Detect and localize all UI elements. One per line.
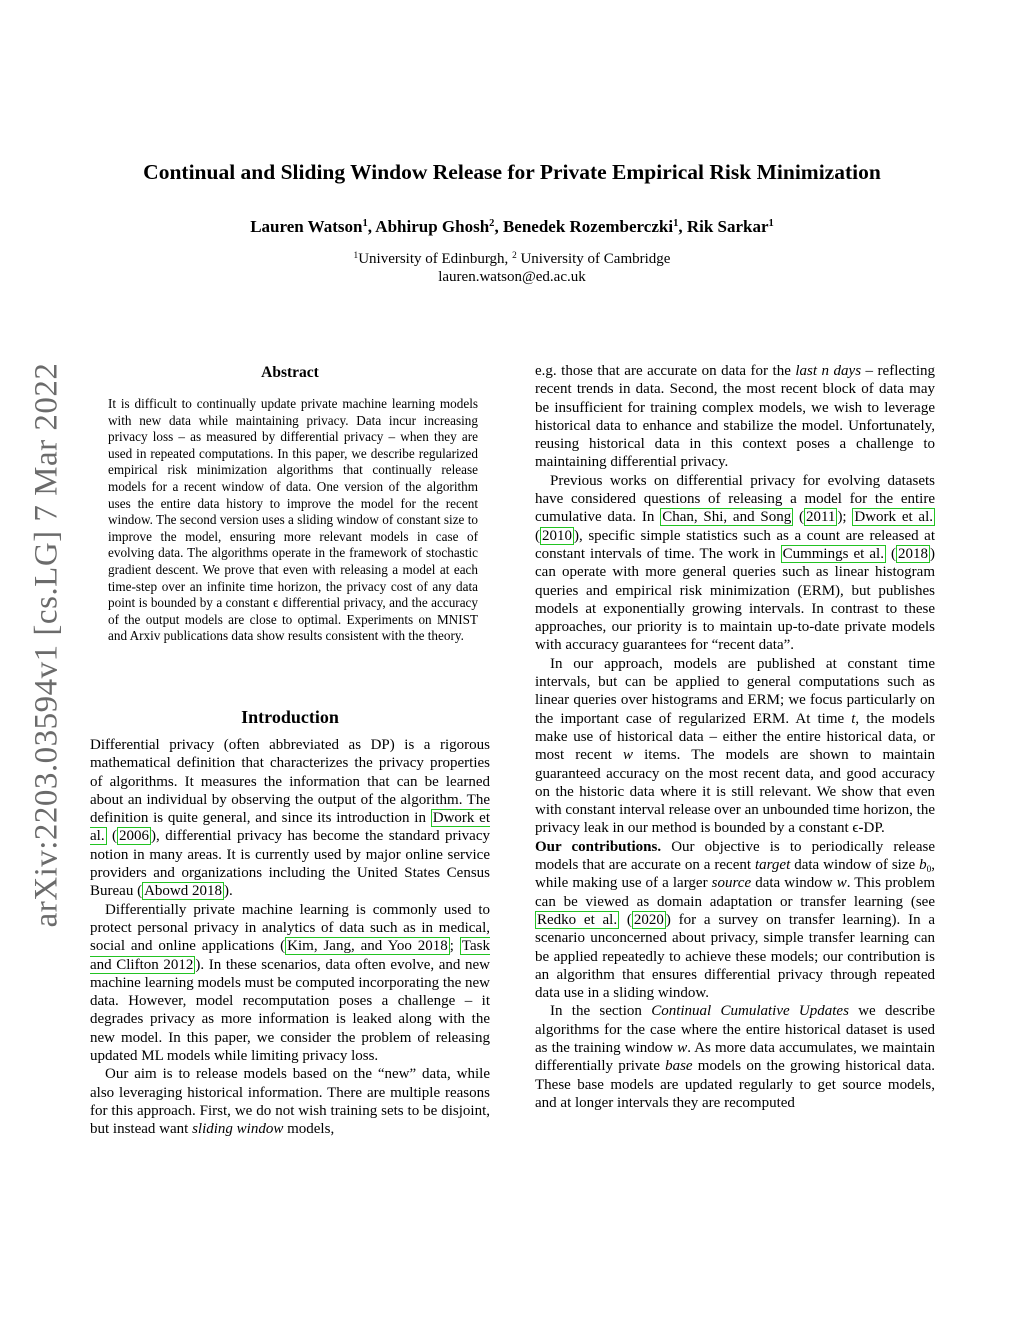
citation-link[interactable]: Dwork et al. [854,509,934,526]
intro-paragraph-2: Differentially private machine learning is commonly used to protect personal privacy in analytics of data such as in medical, social and online applications ( Kim, Jang, and Yoo 2018 ; Task and Clifton 2012 ). In these scenarios, data often evolve, and new machine learning models must be computed incorporating the new data. However, model recomputation poses a challenge – it degrades privacy as more information is leaked along with the new model. In this paper, we consider the problem of releasing updated ML models while limiting privacy loss. [90,901,490,1065]
author-name: Benedek Rozemberczki [502,217,674,236]
paper-title: Continual and Sliding Window Release for Private Empirical Risk Minimization [143,160,881,184]
author-email: lauren.watson@ed.ac.uk [438,269,586,285]
author-name: Rik Sarkar [686,217,769,236]
affil-mark: 2 [512,250,517,261]
citation-link[interactable]: 2006 [119,828,150,845]
affiliation-line [60,250,964,268]
intro-paragraph-3: Our aim is to release models based on the “new” data, while also leveraging historical information. There are multiple reasons for this approach. First, we do not wish training sets to be disjoint, but instead want sliding window models, [90,1066,490,1138]
citation-link[interactable]: Abowd 2018 [144,883,222,900]
arxiv-identifier: arXiv:2203.03594v1 [cs.LG] 7 Mar 2022 [28,362,65,928]
citation-link[interactable]: 2010 [542,527,572,544]
author-name: Lauren Watson [250,217,363,236]
author-list: Lauren Watson$^1$, Abhirup Ghosh$^2$, Benedek Rozemberczki$^1$, Rik Sarkar$^1$ [250,217,774,236]
right-paragraph-5: In the section Continual Cumulative Updates we describe algorithms for the case where the entire historical dataset is used as the training window w. As more data accumulates, we maintain differentially private base models on the growing historical data. These base models are updated regularly to get source models, and at longer intervals they are recomputed [535,1003,936,1111]
citation-link[interactable]: Dwork et al. [90,810,490,845]
abstract-text: It is difficult to continually update private machine learning models with new data while maintaining privacy. Data incur increasing privacy loss – as measured by differential privacy – when they are used in repeated computations. In this paper, we describe regularized empirical risk minimization algorithms that continually release models for a recent window of data. One version of the algorithm uses the entire data history to improve the model for the recent window. The second version uses a sliding window of constant size to improve the model, ensuring more relevant models in case of evolving data. The algorithms operate in the framework of stochastic gradient descent. We prove that even with releasing a model at each time-step over an infinite time horizon, the privacy cost of any data point is bounded by a constant ϵ differential privacy, and the accuracy of the output models are close to optimal. Experiments on MNIST and Arxiv publications data show results consistent with the theory. [108,396,478,644]
left-column [90,736,490,1139]
citation-link[interactable]: 2011 [805,509,836,526]
affiliations [60,250,964,286]
right-paragraph-3: In our approach, models are published at constant time intervals, but can be applied to general computations such as linear queries over histograms and ERM; we focus particularly on the important case of regularized ERM. At time t, the models make use of historical data – either the entire historical data, or most recent w items. The models are shown to maintain guaranteed accuracy on the most recent data, and good accuracy on the historic data where it is still relevant. We show that even with constant interval release over an unbounded time horizon, the privacy leak in our method is bounded by a constant ϵ-DP. [535,655,936,837]
citation-link[interactable]: 2018 [898,545,929,562]
citation-link[interactable]: 2020 [633,911,664,928]
citation-link[interactable]: Redko et al. [537,911,618,928]
right-paragraph-2: Previous works on differential privacy for evolving datasets have considered questions of releasing a model for the entire cumulative data. In Chan, Shi, and Song ( 2011 ); Dwork et al. ( 2010 ), specific simple statistics such as a count are released at constant intervals of time. The work in Cummings et al. ( 2018 ) can operate with more general queries such as linear histogram queries and empirical risk minimization (ERM), but publishes models at exponentially growing intervals. In contrast to these approaches, our priority is to maintain up-to-date private models with accuracy guarantees for “recent data”. [535,472,936,654]
author-affil-mark: 1 [768,218,774,230]
abstract-heading: Abstract [261,364,319,381]
citation-link[interactable]: Task and Clifton 2012 [90,938,490,973]
author-affil-mark: 2 [489,218,495,230]
affil-mark: 1 [353,250,359,261]
affiliation-cambridge: University of Cambridge [516,251,671,267]
contributions-heading: Our contributions. [535,838,662,855]
right-paragraph-1: e.g. those that are accurate on data for the last n days – reflecting recent trends in data. Second, the most recent block of data may be insufficient for training complex models, we wish to leverage historical data to enhance and stabilize the model. Unfortunately, reusing historical data in this context poses a challenge to maintaining differential privacy. [535,363,936,471]
right-column [535,362,935,1112]
contributions-paragraph: Our contributions. Our objective is to periodically release models that are accurate on a recent target data window of size $b_0$, while making use of a larger source data window w. This problem can be viewed as domain adaptation or transfer learning (see Redko et al. ( 2020 ) for a survey on transfer learning). In a scenario unconcerned about privacy, simple transfer learning can be applied repeatedly to achieve these models; our contribution is an algorithm that ensures differential privacy through repeated data use in a sliding window. [535,838,936,1002]
arxiv-sidebar [22,360,72,930]
author-affil-mark: 1 [362,218,368,230]
citation-link[interactable]: Cummings et al. [782,545,884,562]
citation-link[interactable]: Kim, Jang, and Yoo 2018 [287,938,448,955]
author-affil-mark: 1 [673,218,679,230]
introduction-heading: Introduction [241,707,339,727]
intro-paragraph-1: Differential privacy (often abbreviated as DP) is a rigorous mathematical definition that characterizes the privacy properties of algorithms. It measures the information that can be learned about an individual by observing the output of the algorithm. The definition is quite general, and since its introduction in Dwork et al. ( 2006 ), differential privacy has become the standard privacy notion in many areas. It is currently used by major online service providers and organizations including the United States Census Bureau ( Abowd 2018 ). [90,737,490,900]
citation-link[interactable]: Chan, Shi, and Song [662,509,792,526]
affiliation-edinburgh: University of Edinburgh, [358,251,513,267]
author-name: Abhirup Ghosh [375,217,490,236]
